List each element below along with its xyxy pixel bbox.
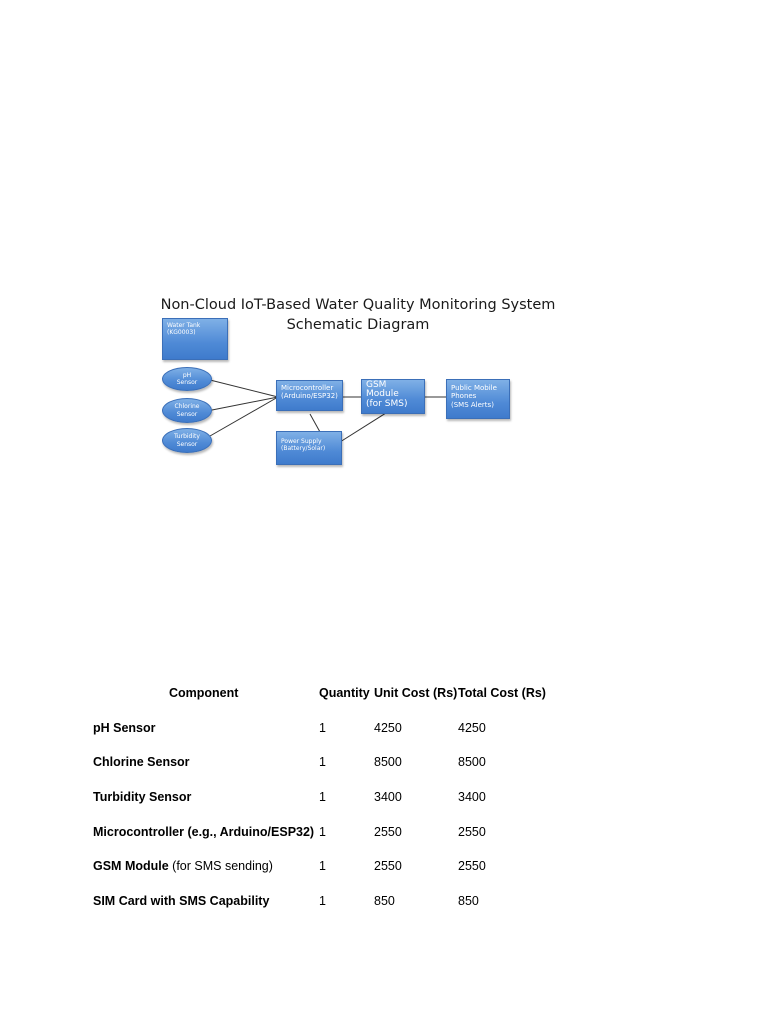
water-tank-node: Water Tank (KG0003) bbox=[162, 318, 228, 360]
cell-quantity: 1 bbox=[319, 755, 326, 769]
gsm-module-node: GSM Module (for SMS) bbox=[361, 379, 425, 414]
diagram-title: Non-Cloud IoT-Based Water Quality Monitoring System bbox=[160, 297, 556, 313]
diagram-subtitle: Schematic Diagram bbox=[286, 317, 430, 333]
cell-quantity: 1 bbox=[319, 721, 326, 735]
cell-quantity: 1 bbox=[319, 825, 326, 839]
cell-component: Chlorine Sensor bbox=[93, 755, 190, 769]
connector-micro-power bbox=[310, 414, 320, 432]
table-row bbox=[93, 755, 190, 770]
cell-total-cost: 4250 bbox=[458, 721, 486, 735]
cell-unit-cost: 2550 bbox=[374, 859, 402, 873]
cell-total-cost: 2550 bbox=[458, 859, 486, 873]
table-header-unit-cost: Unit Cost (Rs) bbox=[374, 686, 458, 700]
connector-ph-micro bbox=[210, 380, 278, 397]
cell-quantity: 1 bbox=[319, 859, 326, 873]
table-row bbox=[93, 721, 156, 736]
table-header-total-cost: Total Cost (Rs) bbox=[458, 686, 546, 700]
public-phones-node: Public Mobile Phones (SMS Alerts) bbox=[446, 379, 510, 419]
cell-unit-cost: 3400 bbox=[374, 790, 402, 804]
microcontroller-node: Microcontroller (Arduino/ESP32) bbox=[276, 380, 343, 411]
table-row: GSM Module (for SMS sending) bbox=[93, 859, 273, 873]
cell-component: Microcontroller (e.g., Arduino/ESP32) bbox=[93, 825, 315, 839]
table-header-quantity: Quantity bbox=[319, 686, 370, 700]
chlorine-sensor-node: Chlorine Sensor bbox=[162, 398, 212, 423]
table-row bbox=[93, 825, 314, 840]
cell-unit-cost: 4250 bbox=[374, 721, 402, 735]
cell-component: pH Sensor bbox=[93, 721, 156, 735]
connector-chlorine-micro bbox=[212, 397, 278, 410]
cell-total-cost: 2550 bbox=[458, 825, 486, 839]
cell-component: SIM Card with SMS Capability bbox=[93, 894, 270, 908]
connector-turbidity-micro bbox=[210, 397, 278, 436]
cell-quantity: 1 bbox=[319, 790, 326, 804]
cell-component: GSM Module bbox=[93, 859, 169, 873]
cell-total-cost: 850 bbox=[458, 894, 479, 908]
cell-quantity: 1 bbox=[319, 894, 326, 908]
cell-unit-cost: 8500 bbox=[374, 755, 402, 769]
table-row bbox=[93, 894, 269, 909]
cell-unit-cost: 2550 bbox=[374, 825, 402, 839]
cell-total-cost: 8500 bbox=[458, 755, 486, 769]
cell-total-cost: 3400 bbox=[458, 790, 486, 804]
power-supply-node: Power Supply (Battery/Solar) bbox=[276, 431, 342, 465]
cell-unit-cost: 850 bbox=[374, 894, 395, 908]
ph-sensor-node: pH Sensor bbox=[162, 367, 212, 391]
connector-power-gsm bbox=[340, 413, 386, 442]
table-header-component: Component bbox=[169, 686, 239, 700]
turbidity-sensor-node: Turbidity Sensor bbox=[162, 428, 212, 453]
cell-component: Turbidity Sensor bbox=[93, 790, 192, 804]
table-row bbox=[93, 790, 191, 805]
